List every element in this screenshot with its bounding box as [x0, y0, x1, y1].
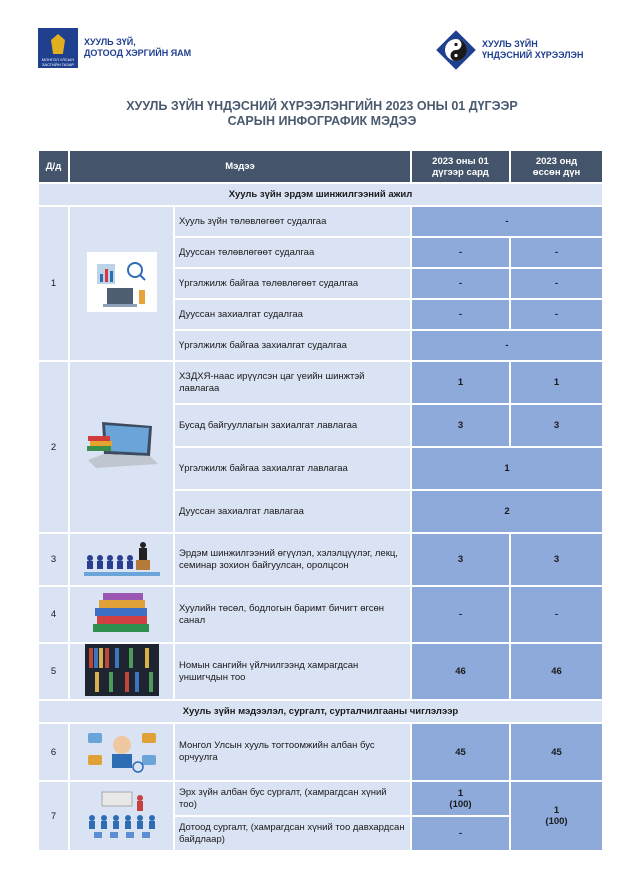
section-information: Хууль зүйн мэдээлэл, сургалт, сурталчилгааны чиглэлээр [39, 701, 602, 722]
value-total: 3 [511, 405, 602, 446]
row-label: Номын сангийн үйлчилгээнд хамрагдсан уншигчдын тоо [175, 644, 410, 699]
row-label: Хууль зүйн төлөвлөгөөт судалгаа [175, 207, 410, 236]
value-month: 46 [412, 644, 509, 699]
yin-yang-emblem-icon [436, 30, 476, 70]
value-total: - [511, 238, 602, 267]
ministry-name: ХУУЛЬ ЗҮЙ, ДОТООД ХЭРГИЙН ЯАМ [84, 37, 192, 58]
value-month: 45 [412, 724, 509, 780]
seminar-audience-icon [70, 534, 173, 585]
value-merged: - [412, 207, 602, 236]
research-illustration-icon [70, 207, 173, 360]
value-total: - [511, 587, 602, 642]
col-no: Д/д [39, 151, 68, 182]
translation-icon [70, 724, 173, 780]
row-label: Дууссан захиалгат лавлагаа [175, 491, 410, 532]
library-shelves-icon [70, 644, 173, 699]
mongolia-emblem-icon: МОНГОЛ УЛСЫН ЗАСГИЙН ГАЗАР [38, 28, 78, 68]
value-month: 1 [412, 362, 509, 403]
value-total: 3 [511, 534, 602, 585]
infographic-table [37, 149, 604, 852]
value-month: - [412, 817, 509, 850]
page-title: ХУУЛЬ ЗҮЙН ҮНДЭСНИЙ ХҮРЭЭЛЭНГИЙН 2023 ОНЫ 01 ДҮГЭЭР САРЫН ИНФОГРАФИК МЭДЭЭ [126, 99, 518, 128]
table-header-row [39, 151, 602, 182]
institute-logo [436, 30, 583, 70]
col-total: 2023 онд өссөн дүн [511, 151, 602, 182]
value-total: 1 [511, 362, 602, 403]
section-research: Хууль зүйн эрдэм шинжилгээний ажил [39, 184, 602, 205]
row-number: 4 [39, 587, 68, 642]
col-month: 2023 оны 01 дүгээр сард [412, 151, 509, 182]
row-number: 5 [39, 644, 68, 699]
row-label: Эрдэм шинжилгээний өгүүлэл, хэлэлцүүлэг, лекц, семинар зохион байгуулсан, оролцсон [175, 534, 410, 585]
value-total: - [511, 269, 602, 298]
row-label: Бусад байгууллагын захиалгат лавлагаа [175, 405, 410, 446]
value-month: - [412, 269, 509, 298]
row-label: Дууссан захиалгат судалгаа [175, 300, 410, 329]
row-label: Хуулийн төсөл, бодлогын баримт бичигт өгсөн санал [175, 587, 410, 642]
value-total-merged: 1 (100) [511, 782, 602, 850]
row-label: Эрх зүйн албан бус сургалт, (хамрагдсан хүний тоо) [175, 782, 410, 815]
value-merged: - [412, 331, 602, 360]
laptop-books-icon [70, 362, 173, 532]
value-month: - [412, 587, 509, 642]
row-label: Үргэлжилж байгаа төлөвлөгөөт судалгаа [175, 269, 410, 298]
institute-name: ХУУЛЬ ЗҮЙН ҮНДЭСНИЙ ХҮРЭЭЛЭН [482, 39, 584, 60]
ministry-logo [38, 28, 191, 68]
value-total: 45 [511, 724, 602, 780]
row-label: Дууссан төлөвлөгөөт судалгаа [175, 238, 410, 267]
value-month: 3 [412, 405, 509, 446]
row-label: Дотоод сургалт, (хамрагдсан хүний тоо давхардсан байдлаар) [175, 817, 410, 850]
value-merged: 1 [412, 448, 602, 489]
value-month: - [412, 300, 509, 329]
row-label: Үргэлжилж байгаа захиалгат судалгаа [175, 331, 410, 360]
row-number: 6 [39, 724, 68, 780]
value-total: 46 [511, 644, 602, 699]
training-classroom-icon [70, 782, 173, 850]
value-month: - [412, 238, 509, 267]
book-stack-icon [70, 587, 173, 642]
row-number: 2 [39, 362, 68, 532]
col-info: Мэдээ [70, 151, 410, 182]
row-label: ХЗДХЯ-наас ирүүлсэн цаг үеийн шинжтэй лавлагаа [175, 362, 410, 403]
row-number: 3 [39, 534, 68, 585]
row-label: Үргэлжилж байгаа захиалгат лавлагаа [175, 448, 410, 489]
row-number: 1 [39, 207, 68, 360]
value-month: 3 [412, 534, 509, 585]
value-merged: 2 [412, 491, 602, 532]
row-label: Монгол Улсын хууль тогтоомжийн албан бус орчуулга [175, 724, 410, 780]
value-total: - [511, 300, 602, 329]
row-number: 7 [39, 782, 68, 850]
value-month: 1 (100) [412, 782, 509, 815]
